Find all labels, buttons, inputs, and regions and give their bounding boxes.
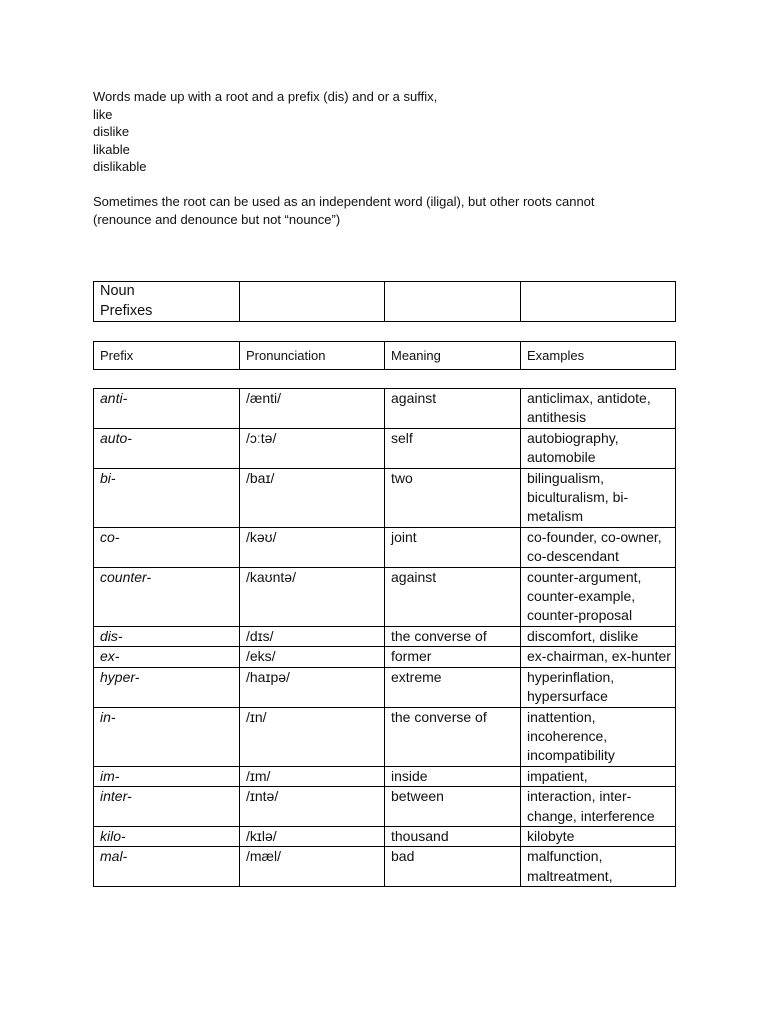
table-row	[94, 626, 676, 646]
intro-line: dislike	[93, 124, 130, 139]
empty-cell	[240, 282, 385, 322]
cell-prefix: in-	[94, 707, 240, 766]
cell-examples: discomfort, dislike	[521, 626, 676, 646]
cell-prefix: mal-	[94, 847, 240, 887]
cell-pronunciation: /mæl/	[240, 847, 385, 887]
cell-pronunciation: /ænti/	[240, 389, 385, 429]
cell-examples: kilobyte	[521, 826, 676, 846]
header-pronunciation: Pronunciation	[240, 342, 385, 370]
cell-meaning: two	[385, 468, 521, 527]
cell-prefix: dis-	[94, 626, 240, 646]
cell-meaning: the converse of	[385, 626, 521, 646]
intro-line: likable	[93, 141, 130, 157]
prefix-rows	[94, 389, 676, 887]
header-meaning: Meaning	[385, 342, 521, 370]
table-row	[94, 826, 676, 846]
cell-pronunciation: /dɪs/	[240, 626, 385, 646]
cell-examples: anticlimax, antidote, antithesis	[521, 389, 676, 429]
table-row	[94, 567, 676, 626]
cell-prefix: im-	[94, 766, 240, 786]
cell-examples: bilingualism, biculturalism, bi-metalism	[521, 468, 676, 527]
intro-line: dislikable	[93, 159, 147, 174]
empty-cell	[521, 282, 676, 322]
cell-pronunciation: /ɪn/	[240, 707, 385, 766]
table-row	[94, 428, 676, 468]
cell-prefix: auto-	[94, 428, 240, 468]
intro-line: like	[93, 106, 113, 122]
title-table	[93, 281, 676, 322]
cell-pronunciation: /ɔːtə/	[240, 428, 385, 468]
cell-examples: interaction, inter-change, interference	[521, 787, 676, 827]
table-row	[94, 787, 676, 827]
cell-meaning: joint	[385, 527, 521, 567]
header-prefix: Prefix	[94, 342, 240, 370]
cell-prefix: kilo-	[94, 826, 240, 846]
cell-prefix: bi-	[94, 468, 240, 527]
table-row	[94, 527, 676, 567]
table-row	[94, 647, 676, 667]
table-row	[94, 766, 676, 786]
cell-meaning: self	[385, 428, 521, 468]
cell-meaning: against	[385, 389, 521, 429]
cell-meaning: thousand	[385, 826, 521, 846]
cell-examples: counter-argument, counter-example, counter-proposal	[521, 567, 676, 626]
cell-meaning: against	[385, 567, 521, 626]
cell-pronunciation: /kaʊntə/	[240, 567, 385, 626]
cell-pronunciation: /ɪntə/	[240, 787, 385, 827]
cell-prefix: inter-	[94, 787, 240, 827]
cell-meaning: former	[385, 647, 521, 667]
table-row	[94, 389, 676, 429]
header-row	[94, 342, 676, 370]
cell-pronunciation: /baɪ/	[240, 468, 385, 527]
cell-prefix: hyper-	[94, 667, 240, 707]
cell-prefix: anti-	[94, 389, 240, 429]
intro-text	[93, 88, 693, 228]
table-row	[94, 468, 676, 527]
cell-examples: inattention, incoherence, incompatibility	[521, 707, 676, 766]
prefix-table	[93, 388, 676, 887]
cell-prefix: ex-	[94, 647, 240, 667]
cell-examples: co-founder, co-owner, co-descendant	[521, 527, 676, 567]
cell-meaning: the converse of	[385, 707, 521, 766]
header-table	[93, 341, 676, 370]
cell-examples: autobiography, automobile	[521, 428, 676, 468]
cell-meaning: extreme	[385, 667, 521, 707]
cell-examples: impatient,	[521, 766, 676, 786]
cell-examples: malfunction, maltreatment,	[521, 847, 676, 887]
title-line: Prefixes	[100, 302, 153, 319]
cell-examples: ex-chairman, ex-hunter	[521, 647, 676, 667]
table-row	[94, 847, 676, 887]
cell-meaning: bad	[385, 847, 521, 887]
cell-pronunciation: /kɪlə/	[240, 826, 385, 846]
intro-line: Sometimes the root can be used as an independent word (iligal), but other roots cannot	[93, 194, 595, 209]
intro-line: (renounce and denounce but not “nounce”)	[93, 211, 341, 227]
cell-pronunciation: /ɪm/	[240, 766, 385, 786]
title-line: Noun	[100, 283, 135, 299]
intro-line: Words made up with a root and a prefix (dis) and or a suffix,	[93, 89, 438, 104]
cell-pronunciation: /kəʊ/	[240, 527, 385, 567]
cell-pronunciation: /eks/	[240, 647, 385, 667]
title-row	[94, 282, 676, 322]
table-row	[94, 707, 676, 766]
cell-meaning: inside	[385, 766, 521, 786]
cell-pronunciation: /haɪpə/	[240, 667, 385, 707]
cell-meaning: between	[385, 787, 521, 827]
empty-cell	[385, 282, 521, 322]
cell-prefix: co-	[94, 527, 240, 567]
header-examples: Examples	[521, 342, 676, 370]
table-row	[94, 667, 676, 707]
cell-prefix: counter-	[94, 567, 240, 626]
title-cell	[94, 282, 240, 322]
cell-examples: hyperinflation, hypersurface	[521, 667, 676, 707]
